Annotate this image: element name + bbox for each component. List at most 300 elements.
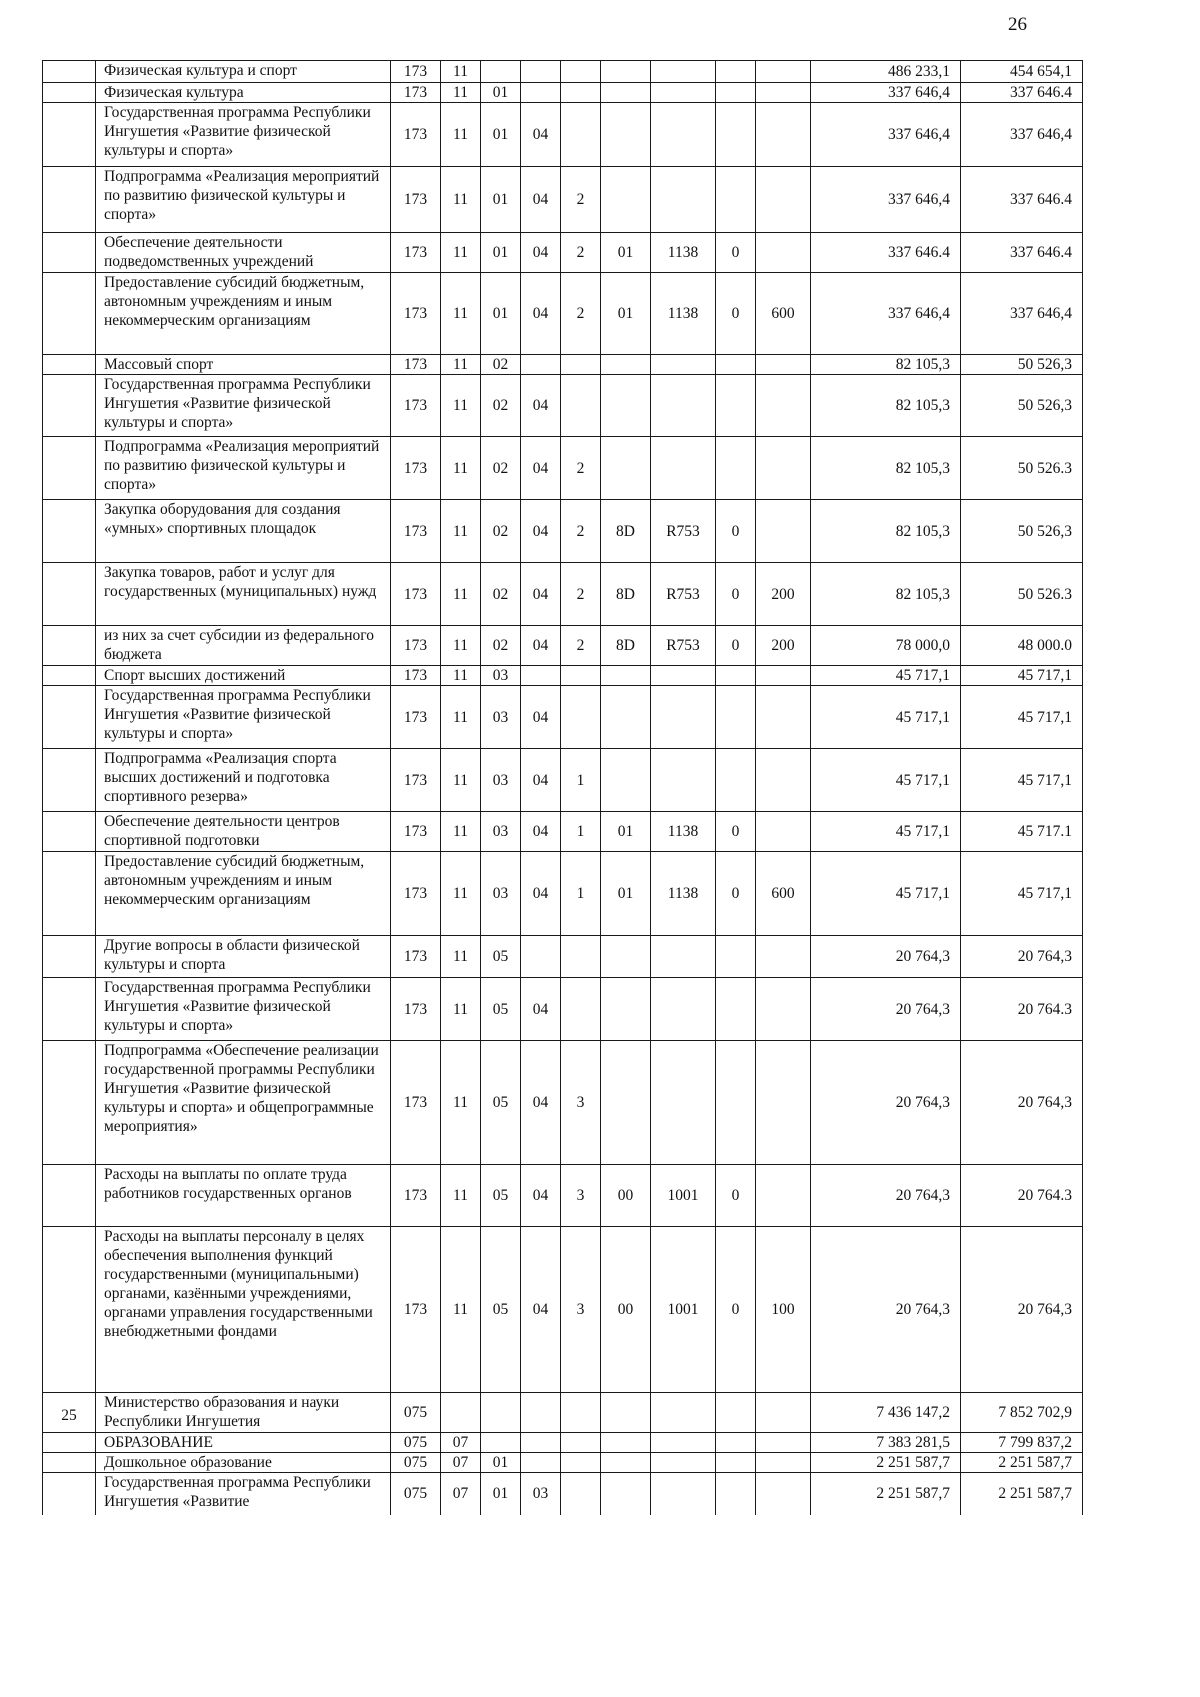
expense-type-code-cell: 200 bbox=[756, 626, 811, 666]
program-code-cell bbox=[521, 1433, 561, 1453]
element-code-cell: 0 bbox=[716, 273, 756, 355]
item-name-cell: Государственная программа Республики Ингушетия «Развитие физической культуры и спорта» bbox=[96, 686, 391, 749]
table-row bbox=[43, 167, 1083, 233]
amount-2-cell: 50 526,3 bbox=[961, 375, 1083, 437]
main-event-code-cell: 01 bbox=[601, 233, 651, 273]
main-event-code-cell bbox=[601, 1433, 651, 1453]
subprogram-code-cell: 2 bbox=[561, 167, 601, 233]
amount-1-cell: 45 717,1 bbox=[811, 686, 961, 749]
section-code-cell: 11 bbox=[441, 83, 481, 103]
row-number-cell bbox=[43, 1473, 96, 1515]
amount-2-cell: 2 251 587,7 bbox=[961, 1473, 1083, 1515]
section-code-cell: 11 bbox=[441, 233, 481, 273]
subprogram-code-cell bbox=[561, 666, 601, 686]
amount-2-cell: 7 799 837,2 bbox=[961, 1433, 1083, 1453]
main-event-code-cell bbox=[601, 437, 651, 500]
item-name-cell: Обеспечение деятельности центров спортивной подготовки bbox=[96, 812, 391, 852]
program-code-cell: 03 bbox=[521, 1473, 561, 1515]
program-code-cell bbox=[521, 61, 561, 83]
ministry-code-cell: 173 bbox=[391, 626, 441, 666]
program-code-cell: 04 bbox=[521, 749, 561, 812]
item-name-cell: Государственная программа Республики Ингушетия «Развитие физической культуры и спорта» bbox=[96, 103, 391, 167]
main-event-code-cell bbox=[601, 1453, 651, 1473]
amount-1-cell: 82 105,3 bbox=[811, 437, 961, 500]
main-event-code-cell bbox=[601, 1041, 651, 1165]
ministry-code-cell: 075 bbox=[391, 1393, 441, 1433]
item-name-cell: Подпрограмма «Реализация мероприятий по развитию физической культуры и спорта» bbox=[96, 167, 391, 233]
row-number-cell bbox=[43, 666, 96, 686]
subsection-code-cell: 02 bbox=[481, 500, 521, 563]
amount-2-cell: 20 764,3 bbox=[961, 936, 1083, 978]
element-code-cell: 0 bbox=[716, 626, 756, 666]
row-number-cell bbox=[43, 749, 96, 812]
element-code-cell bbox=[716, 437, 756, 500]
subprogram-code-cell: 1 bbox=[561, 812, 601, 852]
main-event-code-cell bbox=[601, 666, 651, 686]
expense-type-code-cell bbox=[756, 749, 811, 812]
item-name-cell: Массовый спорт bbox=[96, 355, 391, 375]
element-code-cell bbox=[716, 375, 756, 437]
direction-code-cell: 1001 bbox=[651, 1165, 716, 1227]
element-code-cell bbox=[716, 978, 756, 1041]
program-code-cell: 04 bbox=[521, 375, 561, 437]
section-code-cell: 11 bbox=[441, 167, 481, 233]
amount-2-cell: 337 646.4 bbox=[961, 233, 1083, 273]
subsection-code-cell: 03 bbox=[481, 749, 521, 812]
row-number-cell bbox=[43, 978, 96, 1041]
section-code-cell: 11 bbox=[441, 500, 481, 563]
table-row bbox=[43, 1393, 1083, 1433]
row-number-cell bbox=[43, 500, 96, 563]
direction-code-cell: 1001 bbox=[651, 1227, 716, 1393]
row-number-cell bbox=[43, 83, 96, 103]
subprogram-code-cell bbox=[561, 1473, 601, 1515]
section-code-cell: 07 bbox=[441, 1433, 481, 1453]
item-name-cell: Предоставление субсидий бюджетным, автономным учреждениям и иным некоммерческим организациям bbox=[96, 273, 391, 355]
amount-1-cell: 82 105,3 bbox=[811, 355, 961, 375]
main-event-code-cell bbox=[601, 978, 651, 1041]
row-number-cell bbox=[43, 686, 96, 749]
main-event-code-cell bbox=[601, 355, 651, 375]
amount-2-cell: 50 526,3 bbox=[961, 500, 1083, 563]
direction-code-cell bbox=[651, 437, 716, 500]
table-row bbox=[43, 852, 1083, 936]
item-name-cell: Подпрограмма «Реализация спорта высших достижений и подготовка спортивного резерва» bbox=[96, 749, 391, 812]
expense-type-code-cell bbox=[756, 167, 811, 233]
direction-code-cell bbox=[651, 936, 716, 978]
amount-1-cell: 7 383 281,5 bbox=[811, 1433, 961, 1453]
subsection-code-cell bbox=[481, 1433, 521, 1453]
table-row bbox=[43, 355, 1083, 375]
subprogram-code-cell bbox=[561, 83, 601, 103]
subprogram-code-cell bbox=[561, 375, 601, 437]
item-name-cell: Другие вопросы в области физической культуры и спорта bbox=[96, 936, 391, 978]
direction-code-cell bbox=[651, 749, 716, 812]
amount-2-cell: 50 526.3 bbox=[961, 563, 1083, 626]
table-row bbox=[43, 626, 1083, 666]
ministry-code-cell: 173 bbox=[391, 749, 441, 812]
amount-2-cell: 45 717,1 bbox=[961, 686, 1083, 749]
subsection-code-cell: 01 bbox=[481, 167, 521, 233]
amount-2-cell: 2 251 587,7 bbox=[961, 1453, 1083, 1473]
table-row bbox=[43, 936, 1083, 978]
main-event-code-cell bbox=[601, 749, 651, 812]
ministry-code-cell: 173 bbox=[391, 936, 441, 978]
main-event-code-cell bbox=[601, 1473, 651, 1515]
amount-1-cell: 20 764,3 bbox=[811, 1165, 961, 1227]
direction-code-cell bbox=[651, 1453, 716, 1473]
subsection-code-cell: 05 bbox=[481, 978, 521, 1041]
section-code-cell: 11 bbox=[441, 1165, 481, 1227]
table-row bbox=[43, 666, 1083, 686]
item-name-cell: Предоставление субсидий бюджетным, автономным учреждениям и иным некоммерческим организациям bbox=[96, 852, 391, 936]
main-event-code-cell: 01 bbox=[601, 273, 651, 355]
subprogram-code-cell: 2 bbox=[561, 500, 601, 563]
amount-1-cell: 7 436 147,2 bbox=[811, 1393, 961, 1433]
ministry-code-cell: 075 bbox=[391, 1433, 441, 1453]
subprogram-code-cell bbox=[561, 355, 601, 375]
main-event-code-cell: 8D bbox=[601, 563, 651, 626]
table-row bbox=[43, 1453, 1083, 1473]
element-code-cell: 0 bbox=[716, 1165, 756, 1227]
direction-code-cell: 1138 bbox=[651, 812, 716, 852]
program-code-cell: 04 bbox=[521, 978, 561, 1041]
expense-type-code-cell bbox=[756, 812, 811, 852]
main-event-code-cell: 01 bbox=[601, 852, 651, 936]
element-code-cell bbox=[716, 686, 756, 749]
direction-code-cell: R753 bbox=[651, 563, 716, 626]
table-row bbox=[43, 1165, 1083, 1227]
element-code-cell bbox=[716, 61, 756, 83]
main-event-code-cell: 8D bbox=[601, 500, 651, 563]
table-row bbox=[43, 273, 1083, 355]
ministry-code-cell: 173 bbox=[391, 103, 441, 167]
row-number-cell bbox=[43, 273, 96, 355]
expense-type-code-cell bbox=[756, 83, 811, 103]
expense-type-code-cell bbox=[756, 103, 811, 167]
main-event-code-cell: 00 bbox=[601, 1165, 651, 1227]
row-number-cell bbox=[43, 233, 96, 273]
subprogram-code-cell bbox=[561, 686, 601, 749]
program-code-cell bbox=[521, 936, 561, 978]
row-number-cell: 25 bbox=[43, 1393, 96, 1433]
table-row bbox=[43, 686, 1083, 749]
element-code-cell bbox=[716, 103, 756, 167]
section-code-cell: 11 bbox=[441, 978, 481, 1041]
program-code-cell bbox=[521, 355, 561, 375]
section-code-cell: 11 bbox=[441, 437, 481, 500]
ministry-code-cell: 173 bbox=[391, 978, 441, 1041]
direction-code-cell bbox=[651, 686, 716, 749]
subsection-code-cell: 05 bbox=[481, 1041, 521, 1165]
table-row bbox=[43, 1227, 1083, 1393]
main-event-code-cell bbox=[601, 103, 651, 167]
ministry-code-cell: 173 bbox=[391, 666, 441, 686]
ministry-code-cell: 173 bbox=[391, 355, 441, 375]
element-code-cell bbox=[716, 1393, 756, 1433]
direction-code-cell: 1138 bbox=[651, 273, 716, 355]
direction-code-cell bbox=[651, 83, 716, 103]
subsection-code-cell: 01 bbox=[481, 233, 521, 273]
subsection-code-cell: 01 bbox=[481, 273, 521, 355]
expense-type-code-cell bbox=[756, 61, 811, 83]
program-code-cell: 04 bbox=[521, 103, 561, 167]
program-code-cell: 04 bbox=[521, 1165, 561, 1227]
program-code-cell: 04 bbox=[521, 686, 561, 749]
element-code-cell bbox=[716, 83, 756, 103]
main-event-code-cell bbox=[601, 375, 651, 437]
subsection-code-cell: 03 bbox=[481, 666, 521, 686]
section-code-cell: 11 bbox=[441, 103, 481, 167]
ministry-code-cell: 173 bbox=[391, 1041, 441, 1165]
main-event-code-cell: 00 bbox=[601, 1227, 651, 1393]
item-name-cell: из них за счет субсидии из федерального бюджета bbox=[96, 626, 391, 666]
amount-1-cell: 20 764,3 bbox=[811, 936, 961, 978]
row-number-cell bbox=[43, 1433, 96, 1453]
subsection-code-cell: 03 bbox=[481, 852, 521, 936]
element-code-cell bbox=[716, 749, 756, 812]
element-code-cell: 0 bbox=[716, 500, 756, 563]
program-code-cell bbox=[521, 83, 561, 103]
row-number-cell bbox=[43, 812, 96, 852]
amount-1-cell: 78 000,0 bbox=[811, 626, 961, 666]
program-code-cell: 04 bbox=[521, 1041, 561, 1165]
subsection-code-cell: 02 bbox=[481, 563, 521, 626]
expense-type-code-cell bbox=[756, 1433, 811, 1453]
row-number-cell bbox=[43, 1227, 96, 1393]
ministry-code-cell: 173 bbox=[391, 273, 441, 355]
amount-1-cell: 20 764,3 bbox=[811, 1227, 961, 1393]
element-code-cell: 0 bbox=[716, 563, 756, 626]
element-code-cell bbox=[716, 1453, 756, 1473]
amount-2-cell: 45 717,1 bbox=[961, 666, 1083, 686]
item-name-cell: ОБРАЗОВАНИЕ bbox=[96, 1433, 391, 1453]
program-code-cell: 04 bbox=[521, 437, 561, 500]
main-event-code-cell bbox=[601, 83, 651, 103]
subsection-code-cell bbox=[481, 61, 521, 83]
amount-1-cell: 2 251 587,7 bbox=[811, 1473, 961, 1515]
ministry-code-cell: 173 bbox=[391, 812, 441, 852]
amount-2-cell: 20 764.3 bbox=[961, 1165, 1083, 1227]
amount-2-cell: 50 526,3 bbox=[961, 355, 1083, 375]
ministry-code-cell: 173 bbox=[391, 1227, 441, 1393]
subprogram-code-cell bbox=[561, 1433, 601, 1453]
item-name-cell: Государственная программа Республики Ингушетия «Развитие bbox=[96, 1473, 391, 1515]
expense-type-code-cell bbox=[756, 500, 811, 563]
item-name-cell: Закупка товаров, работ и услуг для государственных (муниципальных) нужд bbox=[96, 563, 391, 626]
item-name-cell: Подпрограмма «Обеспечение реализации государственной программы Республики Ингушетия «Развитие физической культуры и спорта» и общепрограммные мероприятия» bbox=[96, 1041, 391, 1165]
section-code-cell: 11 bbox=[441, 563, 481, 626]
section-code-cell: 11 bbox=[441, 1041, 481, 1165]
item-name-cell: Спорт высших достижений bbox=[96, 666, 391, 686]
ministry-code-cell: 173 bbox=[391, 83, 441, 103]
table-row bbox=[43, 375, 1083, 437]
section-code-cell: 07 bbox=[441, 1453, 481, 1473]
subprogram-code-cell: 3 bbox=[561, 1227, 601, 1393]
amount-2-cell: 337 646.4 bbox=[961, 167, 1083, 233]
main-event-code-cell bbox=[601, 167, 651, 233]
item-name-cell: Обеспечение деятельности подведомственных учреждений bbox=[96, 233, 391, 273]
subprogram-code-cell: 1 bbox=[561, 852, 601, 936]
subprogram-code-cell bbox=[561, 978, 601, 1041]
row-number-cell bbox=[43, 1041, 96, 1165]
expense-type-code-cell bbox=[756, 375, 811, 437]
table-row bbox=[43, 500, 1083, 563]
subprogram-code-cell: 2 bbox=[561, 563, 601, 626]
expense-type-code-cell bbox=[756, 1165, 811, 1227]
row-number-cell bbox=[43, 355, 96, 375]
element-code-cell: 0 bbox=[716, 1227, 756, 1393]
table-row bbox=[43, 749, 1083, 812]
ministry-code-cell: 173 bbox=[391, 563, 441, 626]
ministry-code-cell: 173 bbox=[391, 233, 441, 273]
section-code-cell: 11 bbox=[441, 749, 481, 812]
subprogram-code-cell bbox=[561, 61, 601, 83]
expense-type-code-cell: 600 bbox=[756, 852, 811, 936]
section-code-cell: 07 bbox=[441, 1473, 481, 1515]
expense-type-code-cell bbox=[756, 1041, 811, 1165]
amount-1-cell: 20 764,3 bbox=[811, 1041, 961, 1165]
budget-table-body bbox=[43, 61, 1083, 1515]
element-code-cell bbox=[716, 666, 756, 686]
amount-2-cell: 337 646,4 bbox=[961, 273, 1083, 355]
subprogram-code-cell: 2 bbox=[561, 626, 601, 666]
amount-2-cell: 337 646,4 bbox=[961, 103, 1083, 167]
program-code-cell: 04 bbox=[521, 233, 561, 273]
table-row bbox=[43, 978, 1083, 1041]
subprogram-code-cell bbox=[561, 936, 601, 978]
direction-code-cell bbox=[651, 375, 716, 437]
ministry-code-cell: 173 bbox=[391, 61, 441, 83]
amount-1-cell: 20 764,3 bbox=[811, 978, 961, 1041]
ministry-code-cell: 173 bbox=[391, 375, 441, 437]
direction-code-cell bbox=[651, 1041, 716, 1165]
direction-code-cell bbox=[651, 1433, 716, 1453]
section-code-cell bbox=[441, 1393, 481, 1433]
amount-2-cell: 20 764.3 bbox=[961, 978, 1083, 1041]
ministry-code-cell: 173 bbox=[391, 1165, 441, 1227]
program-code-cell: 04 bbox=[521, 626, 561, 666]
program-code-cell bbox=[521, 1393, 561, 1433]
amount-2-cell: 45 717,1 bbox=[961, 852, 1083, 936]
section-code-cell: 11 bbox=[441, 1227, 481, 1393]
table-row bbox=[43, 812, 1083, 852]
amount-1-cell: 45 717,1 bbox=[811, 666, 961, 686]
expense-type-code-cell: 200 bbox=[756, 563, 811, 626]
program-code-cell bbox=[521, 1453, 561, 1473]
section-code-cell: 11 bbox=[441, 355, 481, 375]
expense-type-code-cell bbox=[756, 233, 811, 273]
amount-1-cell: 337 646,4 bbox=[811, 273, 961, 355]
row-number-cell bbox=[43, 563, 96, 626]
program-code-cell: 04 bbox=[521, 1227, 561, 1393]
subsection-code-cell: 01 bbox=[481, 1473, 521, 1515]
element-code-cell bbox=[716, 355, 756, 375]
row-number-cell bbox=[43, 167, 96, 233]
amount-1-cell: 45 717,1 bbox=[811, 812, 961, 852]
direction-code-cell bbox=[651, 666, 716, 686]
section-code-cell: 11 bbox=[441, 375, 481, 437]
amount-2-cell: 454 654,1 bbox=[961, 61, 1083, 83]
amount-2-cell: 45 717,1 bbox=[961, 749, 1083, 812]
section-code-cell: 11 bbox=[441, 626, 481, 666]
subprogram-code-cell bbox=[561, 1453, 601, 1473]
direction-code-cell: R753 bbox=[651, 500, 716, 563]
element-code-cell: 0 bbox=[716, 233, 756, 273]
amount-1-cell: 82 105,3 bbox=[811, 375, 961, 437]
row-number-cell bbox=[43, 936, 96, 978]
amount-1-cell: 337 646,4 bbox=[811, 103, 961, 167]
expense-type-code-cell bbox=[756, 936, 811, 978]
page-number: 26 bbox=[1008, 14, 1027, 35]
subsection-code-cell: 02 bbox=[481, 355, 521, 375]
expense-type-code-cell bbox=[756, 666, 811, 686]
row-number-cell bbox=[43, 1165, 96, 1227]
direction-code-cell bbox=[651, 167, 716, 233]
item-name-cell: Физическая культура и спорт bbox=[96, 61, 391, 83]
row-number-cell bbox=[43, 375, 96, 437]
budget-table bbox=[42, 60, 1083, 1515]
expense-type-code-cell bbox=[756, 1393, 811, 1433]
row-number-cell bbox=[43, 437, 96, 500]
expense-type-code-cell bbox=[756, 355, 811, 375]
amount-1-cell: 337 646,4 bbox=[811, 83, 961, 103]
subsection-code-cell: 03 bbox=[481, 686, 521, 749]
ministry-code-cell: 075 bbox=[391, 1473, 441, 1515]
subsection-code-cell: 02 bbox=[481, 375, 521, 437]
amount-2-cell: 7 852 702,9 bbox=[961, 1393, 1083, 1433]
subprogram-code-cell bbox=[561, 103, 601, 167]
direction-code-cell bbox=[651, 1473, 716, 1515]
direction-code-cell bbox=[651, 1393, 716, 1433]
expense-type-code-cell bbox=[756, 1473, 811, 1515]
subprogram-code-cell: 2 bbox=[561, 437, 601, 500]
amount-1-cell: 82 105,3 bbox=[811, 500, 961, 563]
element-code-cell bbox=[716, 1041, 756, 1165]
amount-2-cell: 20 764,3 bbox=[961, 1227, 1083, 1393]
element-code-cell: 0 bbox=[716, 852, 756, 936]
main-event-code-cell: 8D bbox=[601, 626, 651, 666]
program-code-cell: 04 bbox=[521, 273, 561, 355]
table-row bbox=[43, 1473, 1083, 1515]
main-event-code-cell bbox=[601, 1393, 651, 1433]
row-number-cell bbox=[43, 61, 96, 83]
amount-2-cell: 337 646.4 bbox=[961, 83, 1083, 103]
direction-code-cell bbox=[651, 61, 716, 83]
direction-code-cell: 1138 bbox=[651, 852, 716, 936]
direction-code-cell bbox=[651, 978, 716, 1041]
amount-2-cell: 48 000.0 bbox=[961, 626, 1083, 666]
ministry-code-cell: 173 bbox=[391, 686, 441, 749]
table-row bbox=[43, 83, 1083, 103]
table-row bbox=[43, 563, 1083, 626]
subsection-code-cell bbox=[481, 1393, 521, 1433]
section-code-cell: 11 bbox=[441, 936, 481, 978]
expense-type-code-cell bbox=[756, 437, 811, 500]
amount-2-cell: 50 526.3 bbox=[961, 437, 1083, 500]
expense-type-code-cell bbox=[756, 978, 811, 1041]
subsection-code-cell: 01 bbox=[481, 83, 521, 103]
section-code-cell: 11 bbox=[441, 61, 481, 83]
subsection-code-cell: 03 bbox=[481, 812, 521, 852]
subsection-code-cell: 01 bbox=[481, 103, 521, 167]
row-number-cell bbox=[43, 626, 96, 666]
subsection-code-cell: 02 bbox=[481, 437, 521, 500]
item-name-cell: Расходы на выплаты персоналу в целях обеспечения выполнения функций государственными (муниципальными) органами, казёнными учреждениями, органами управления государственными внебюджетными фондами bbox=[96, 1227, 391, 1393]
amount-2-cell: 20 764,3 bbox=[961, 1041, 1083, 1165]
program-code-cell: 04 bbox=[521, 167, 561, 233]
item-name-cell: Государственная программа Республики Ингушетия «Развитие физической культуры и спорта» bbox=[96, 375, 391, 437]
